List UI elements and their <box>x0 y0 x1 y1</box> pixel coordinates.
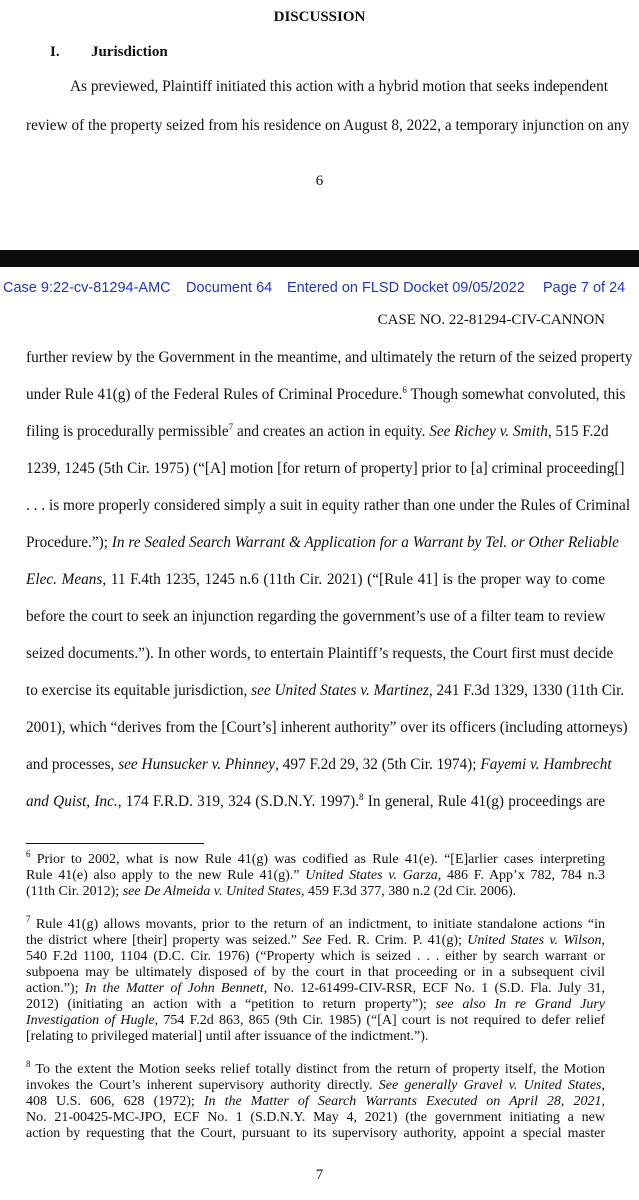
footnote-7-line: 540 F.2d 1100, 1104 (D.C. Cir. 1976) (“Property which is seized . . . either by search warrant or <box>26 949 605 964</box>
top-paragraph-line: As previewed, Plaintiff initiated this action with a hybrid motion that seeks independent <box>70 78 608 95</box>
footnote-mark-8: 8 <box>26 1059 31 1069</box>
discussion-heading: DISCUSSION <box>273 9 366 25</box>
footnote-ref-8[interactable]: 8 <box>359 792 364 802</box>
footnote-8-line: $^8$ To the extent the Motion seeks relief totally distinct from the return of property itself, the Motion <box>26 1059 605 1077</box>
previous-page-number: 6 <box>315 173 324 189</box>
footnote-6-line: (11th Cir. 2012); see De Almeida v. United States, 459 F.3d 377, 380 n.2 (2d Cir. 2006). <box>26 884 517 899</box>
case-number: CASE NO. 22-81294-CIV-CANNON <box>377 312 605 328</box>
docket-document: Document 64 <box>186 280 273 296</box>
body-line: before the court to seek an injunction regarding the government’s use of a filter team to review <box>26 608 606 625</box>
footnote-6-line: Rule 41(e) also apply to the new Rule 41(g).” United States v. Garza, 486 F. App’x 782, 784 n.3 <box>26 868 605 883</box>
body-line: filing is procedurally permissible$^7$ and creates an action in equity. See Richey v. Smith, 515 F.2d <box>26 422 609 440</box>
body-line: and processes, see Hunsucker v. Phinney, 497 F.2d 29, 32 (5th Cir. 1974); Fayemi v. Hambrecht <box>26 756 612 773</box>
footnote-7-line: action.”); In the Matter of John Bennett, No. 12-61499-CIV-RSR, ECF No. 1 (S.D. Fla. July 31, <box>26 981 605 996</box>
body-line: . . . is more properly considered simply a suit in equity rather than one under the Rules of Criminal <box>26 497 631 514</box>
footnote-7-line: subpoena may be ultimately disposed of by the court in that proceeding or in a subsequent civil <box>26 965 605 980</box>
body-line: 2001), which “derives from the [Court’s] inherent authority” over its officers (including attorneys) <box>26 719 628 736</box>
body-line: seized documents.”). In other words, to entertain Plaintiff’s requests, the Court first must decide <box>26 645 614 662</box>
docket-page: Page 7 of 24 <box>543 280 626 296</box>
page-number: 7 <box>315 1167 324 1183</box>
footnote-7-line: Investigation of Hugle, 754 F.2d 863, 865 (9th Cir. 1985) (“[A] court is not required to defer relief <box>26 1013 605 1028</box>
footnote-7-line: $^7$ Rule 41(g) allows movants, prior to the return of an indictment, to initiate standalone actions “in <box>26 914 605 932</box>
footnote-7-line: [relating to privileged material] until after issuance of the indictment.”). <box>26 1029 429 1044</box>
footnote-mark-7: 7 <box>26 914 31 924</box>
footnote-7-line: 2012) (initiating an action with a “petition to return property”); see also In re Grand Jury <box>26 997 606 1012</box>
docket-entered: Entered on FLSD Docket 09/05/2022 <box>287 280 525 296</box>
body-line: under Rule 41(g) of the Federal Rules of Criminal Procedure.$^6$ Though somewhat convoluted, this <box>26 385 626 403</box>
footnote-mark-6: 6 <box>26 849 31 859</box>
footnote-ref-7[interactable]: 7 <box>228 422 234 432</box>
docket-case: Case 9:22-cv-81294-AMC <box>3 280 171 296</box>
body-line: 1239, 1245 (5th Cir. 1975) (“[A] motion [for return of property] prior to [a] criminal proceeding[] <box>26 460 625 477</box>
section-title: Jurisdiction <box>91 44 168 60</box>
footnote-separator <box>26 843 204 844</box>
footnote-ref-6[interactable]: 6 <box>402 385 407 395</box>
footnote-7-line: the district where [their] property was seized.” See Fed. R. Crim. P. 41(g); United States v. Wilson, <box>26 933 605 948</box>
top-paragraph-line: review of the property seized from his residence on August 8, 2022, a temporary injunction on any <box>26 117 630 134</box>
footnote-6-line: $^6$ Prior to 2002, what is now Rule 41(g) was codified as Rule 41(e). “[E]arlier cases interpreting <box>26 849 605 867</box>
footnote-8-line: action by requesting that the Court, pursuant to its supervisory authority, appoint a special master <box>26 1126 605 1141</box>
footnote-8-line: No. 21-00425-MC-JPO, ECF No. 1 (S.D.N.Y. May 4, 2021) (the government initiating a new <box>26 1110 605 1125</box>
body-line: further review by the Government in the meantime, and ultimately the return of the seized property <box>26 349 633 366</box>
footnote-8-line: 408 U.S. 606, 628 (1972); In the Matter of Search Warrants Executed on April 28, 2021, <box>26 1094 605 1109</box>
section-number: I. <box>50 44 60 60</box>
page-break-band <box>0 250 639 267</box>
body-line: and Quist, Inc., 174 F.R.D. 319, 324 (S.D.N.Y. 1997).$^8$ In general, Rule 41(g) proceedings are <box>26 792 605 810</box>
body-line: Procedure.”); In re Sealed Search Warrant & Application for a Warrant by Tel. or Other Reliable <box>26 534 619 551</box>
body-line: Elec. Means, 11 F.4th 1235, 1245 n.6 (11th Cir. 2021) (“[Rule 41] is the proper way to come <box>26 571 605 588</box>
body-line: to exercise its equitable jurisdiction, see United States v. Martinez, 241 F.3d 1329, 1330 (11th Cir. <box>26 682 625 699</box>
footnote-8-line: invokes the Court’s inherent supervisory authority directly. See generally Gravel v. United States, <box>26 1078 605 1093</box>
